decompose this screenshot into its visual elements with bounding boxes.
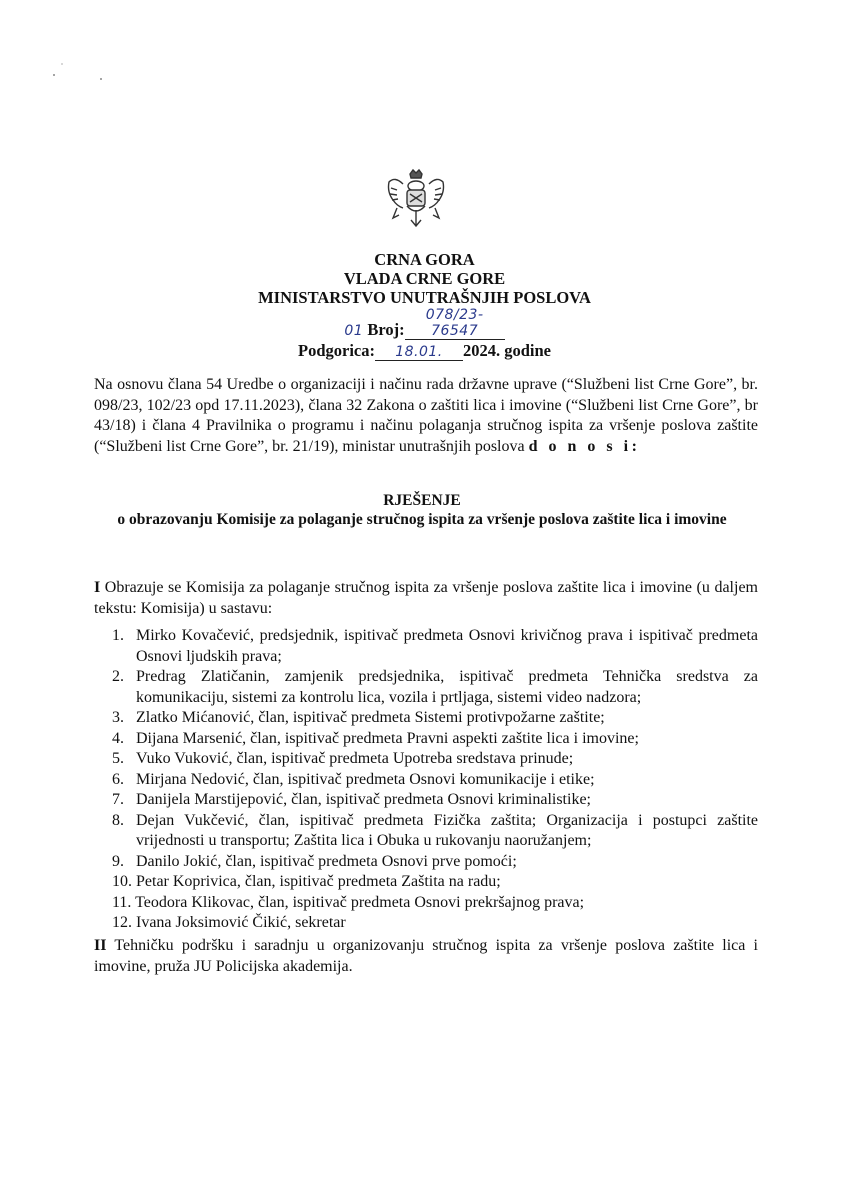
- member-item: 7. Danijela Marstijepović, član, ispitivač predmeta Osnovi kriminalistike;: [112, 791, 591, 808]
- country-name: CRNA GORA: [374, 250, 475, 269]
- member-item: 8. Dejan Vukčević, član, ispitivač predmeta Fizička zaštita; Organizacija i postupci zaštite vrijednosti u transportu; Zaštita lica i Obuka u rukovanju naoružanjem;: [112, 811, 758, 849]
- member-item: 12. Ivana Joksimović Čikić, sekretar: [112, 914, 346, 931]
- date-suffix: 2024. godine: [462, 341, 551, 360]
- date-line: [0, 341, 849, 361]
- broj-prefix: 01: [344, 323, 364, 339]
- section-1: [94, 578, 758, 619]
- member-item: 5. Vuko Vuković, član, ispitivač predmeta Upotreba sredstava prinude;: [112, 750, 574, 767]
- broj-value: 078/23-76547: [405, 307, 505, 340]
- decision-heading: RJEŠENJE: [383, 492, 461, 509]
- broj-label: Broj:: [367, 320, 405, 339]
- government-name: VLADA CRNE GORE: [343, 269, 506, 288]
- section-1-text: Obrazuje se Komisija za polaganje stručnog ispita za vršenje poslova zaštite lica i imovine (u daljem tekstu: Komisija) u sastavu:: [94, 579, 758, 617]
- date-value: 18.01.: [375, 344, 463, 361]
- scan-speck: [100, 78, 102, 80]
- place-label: Podgorica:: [298, 341, 375, 360]
- reference-number-line: [0, 307, 849, 341]
- section-1-numeral: I: [94, 579, 101, 596]
- decision-title: [90, 491, 754, 529]
- scan-speck: [61, 63, 63, 65]
- member-item: 9. Danilo Jokić, član, ispitivač predmeta Osnovi prve pomoći;: [112, 852, 517, 870]
- scan-speck: [53, 74, 55, 76]
- member-item: 3. Zlatko Mićanović, član, ispitivač predmeta Sistemi protivpožarne zaštite;: [112, 709, 605, 726]
- member-item: 4. Dijana Marsenić, član, ispitivač predmeta Pravni aspekti zaštite lica i imovine;: [112, 729, 639, 747]
- member-item: 1. Mirko Kovačević, predsjednik, ispitivač predmeta Osnovi krivičnog prava i ispitivač predmeta Osnovi ljudskih prava;: [112, 627, 758, 665]
- member-item: 10. Petar Koprivica, član, ispitivač predmeta Zaštita na radu;: [112, 873, 501, 890]
- document-header: [0, 250, 849, 361]
- member-item: 11. Teodora Klikovac, član, ispitivač predmeta Osnovi prekršajnog prava;: [112, 893, 585, 911]
- section-2-text: Tehničku podršku i saradnju u organizovanju stručnog ispita za vršenje poslova zaštite lica i imovine, pruža JU Policijska akademija.: [94, 937, 758, 975]
- member-item: 6. Mirjana Nedović, član, ispitivač predmeta Osnovi komunikacije i etike;: [112, 770, 595, 788]
- preamble-verb: d o n o s i:: [528, 437, 641, 455]
- member-item: 2. Predrag Zlatičanin, zamjenik predsjednika, ispitivač predmeta Tehnička sredstva za komunikaciju, sistemi za kontrolu lica, vozila i prtljaga, sistemi video nadzora;: [112, 668, 758, 706]
- decision-subtitle: o obrazovanju Komisije za polaganje stručnog ispita za vršenje poslova zaštite lica i imovine: [117, 511, 727, 528]
- preamble-text: Na osnovu člana 54 Uredbe o organizaciji i načinu rada državne uprave (“Službeni list Crne Gore”, br. 098/23, 102/23 opd 17.11.2023), člana 32 Zakona o zaštiti lica i imovine (“Službeni list Crne Gore”, br 43/18) i člana 4 Pravilnika o programu i načinu polaganja stručnog ispita za vršenje poslova zaštite (“Službeni list Crne Gore”, br. 21/19), ministar unutrašnjih poslova: [94, 376, 758, 455]
- preamble: [94, 375, 758, 457]
- section-2: [94, 936, 758, 977]
- coat-of-arms-icon: [383, 168, 449, 230]
- section-2-numeral: II: [94, 937, 107, 954]
- commission-members-list: [112, 626, 758, 934]
- ministry-name: MINISTARSTVO UNUTRAŠNJIH POSLOVA: [258, 288, 591, 307]
